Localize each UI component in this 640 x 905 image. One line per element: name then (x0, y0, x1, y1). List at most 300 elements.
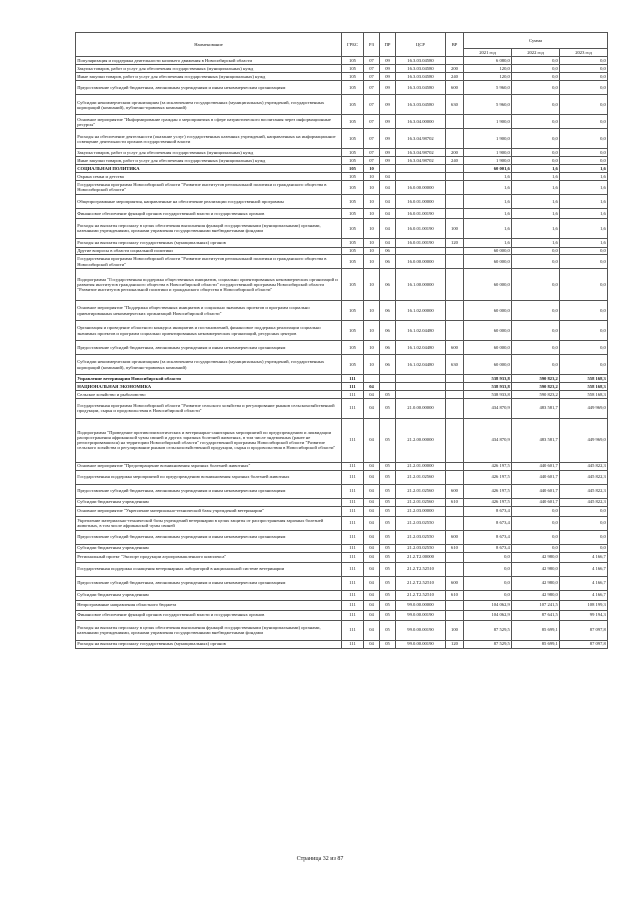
row-sum-2021: 5 960,0 (464, 81, 512, 95)
row-pr: 09 (380, 65, 396, 73)
row-pr: 05 (380, 590, 396, 600)
row-rz: 04 (364, 610, 380, 620)
row-sum-2022: 42 980,0 (512, 590, 560, 600)
row-csr: 16.3.03.04580 (396, 65, 446, 73)
row-name: Расходы на обеспечение деятельности (оказание услуг) государственных казенных учреждений, направленных на информационное освещение деятельности органов государственной власти (76, 129, 342, 149)
row-vr: 600 (446, 576, 464, 590)
row-sum-2022: 42 980,0 (512, 552, 560, 562)
row-pr: 05 (380, 506, 396, 516)
row-pr: 09 (380, 95, 396, 115)
row-sum-2023: 0,0 (560, 149, 608, 157)
row-sum-2023: 0,0 (560, 255, 608, 269)
row-sum-2021: 1 900,0 (464, 115, 512, 129)
row-name: Субсидии некоммерческим организациям (за исключением государственных (муниципальных) учреждений, государственных корпораций (компаний), публично-правовых компаний) (76, 355, 342, 375)
row-vr: 600 (446, 530, 464, 544)
row-csr: 16.3.04.98702 (396, 129, 446, 149)
row-sum-2023: 1,6 (560, 194, 608, 208)
row-sum-2023: 4 166,7 (560, 552, 608, 562)
table-row (76, 73, 608, 81)
row-csr: 16.3.04.98702 (396, 149, 446, 157)
row-vr (446, 247, 464, 254)
row-csr (396, 391, 446, 398)
row-csr: 16.3.03.04580 (396, 73, 446, 81)
row-rz: 04 (364, 552, 380, 562)
row-rz: 10 (364, 321, 380, 341)
row-pr (380, 375, 396, 383)
row-vr (446, 506, 464, 516)
row-csr: 99.0.00.00000 (396, 600, 446, 610)
row-pr: 06 (380, 247, 396, 254)
row-grbs: 105 (342, 247, 364, 254)
row-rz: 04 (364, 391, 380, 398)
row-pr: 05 (380, 640, 396, 648)
row-sum-2021: 1 900,0 (464, 129, 512, 149)
row-csr (396, 375, 446, 383)
row-sum-2023: 0,0 (560, 355, 608, 375)
row-name: Закупка товаров, работ и услуг для обеспечения государственных (муниципальных) нужд (76, 149, 342, 157)
row-sum-2021: 1,6 (464, 194, 512, 208)
row-vr (446, 418, 464, 462)
row-sum-2023: 1,6 (560, 238, 608, 247)
row-sum-2023: 445 822,3 (560, 462, 608, 470)
row-sum-2023: 1,6 (560, 165, 608, 173)
row-grbs: 105 (342, 194, 364, 208)
row-vr (446, 552, 464, 562)
table-row (76, 165, 608, 173)
col-header-csr: ЦСР (396, 33, 446, 57)
row-grbs: 105 (342, 165, 364, 173)
row-sum-2022: 1,6 (512, 173, 560, 180)
row-sum-2022: 0,0 (512, 115, 560, 129)
row-grbs: 111 (342, 418, 364, 462)
row-grbs: 111 (342, 590, 364, 600)
row-csr: 16.0.01.00000 (396, 194, 446, 208)
row-sum-2023: 0,0 (560, 506, 608, 516)
row-sum-2021: 1,6 (464, 238, 512, 247)
row-csr: 16.0.01.00190 (396, 238, 446, 247)
row-sum-2022: 42 980,0 (512, 562, 560, 576)
row-pr: 05 (380, 530, 396, 544)
row-pr: 06 (380, 355, 396, 375)
row-pr: 09 (380, 115, 396, 129)
row-sum-2023: 0,0 (560, 301, 608, 321)
row-csr (396, 247, 446, 254)
row-name: Предоставление субсидий бюджетным, автономным учреждениям и иным некоммерческим организациям (76, 81, 342, 95)
row-rz: 10 (364, 180, 380, 194)
row-grbs: 105 (342, 255, 364, 269)
row-pr: 05 (380, 484, 396, 498)
row-rz: 10 (364, 247, 380, 254)
row-sum-2023: 0,0 (560, 57, 608, 65)
table-row (76, 321, 608, 341)
row-sum-2022: 0,0 (512, 129, 560, 149)
row-grbs: 105 (342, 129, 364, 149)
col-header-pr: ПР (380, 33, 396, 57)
row-pr: 04 (380, 173, 396, 180)
row-pr: 09 (380, 149, 396, 157)
table-row (76, 398, 608, 418)
row-name: Закупка товаров, работ и услуг для обеспечения государственных (муниципальных) нужд (76, 65, 342, 73)
row-grbs: 111 (342, 600, 364, 610)
row-vr (446, 269, 464, 301)
row-vr: 630 (446, 355, 464, 375)
row-csr: 21.2.01.00000 (396, 462, 446, 470)
row-csr: 21.2.00.00000 (396, 418, 446, 462)
row-pr (380, 383, 396, 391)
row-sum-2021: 87 529,5 (464, 640, 512, 648)
row-rz: 10 (364, 165, 380, 173)
table-row (76, 610, 608, 620)
row-name: Иные закупки товаров, работ и услуг для обеспечения государственных (муниципальных) нужд (76, 73, 342, 81)
row-sum-2022: 0,0 (512, 247, 560, 254)
row-name: Основное мероприятие "Информирование граждан о мероприятиях в сфере патриотического воспитания через информационные ресурсы" (76, 115, 342, 129)
row-pr: 04 (380, 218, 396, 238)
table-row (76, 590, 608, 600)
row-vr: 610 (446, 498, 464, 506)
table-row (76, 129, 608, 149)
table-row (76, 552, 608, 562)
row-rz: 04 (364, 620, 380, 640)
row-sum-2021: 60 000,0 (464, 341, 512, 355)
row-sum-2022: 0,0 (512, 57, 560, 65)
row-sum-2023: 0,0 (560, 95, 608, 115)
row-pr: 04 (380, 180, 396, 194)
row-pr: 05 (380, 620, 396, 640)
row-csr: 21.2.03.02550 (396, 544, 446, 552)
row-sum-2021: 8 673,4 (464, 506, 512, 516)
row-sum-2021: 426 197,5 (464, 498, 512, 506)
row-sum-2023: 1,6 (560, 218, 608, 238)
row-vr (446, 391, 464, 398)
row-vr: 100 (446, 620, 464, 640)
row-vr (446, 610, 464, 620)
row-grbs: 111 (342, 530, 364, 544)
table-row (76, 516, 608, 530)
table-row (76, 498, 608, 506)
row-vr: 240 (446, 73, 464, 81)
row-sum-2022: 85 699,1 (512, 640, 560, 648)
row-name: Основное мероприятие "Укрепление материально-технической базы учреждений ветеринарии" (76, 506, 342, 516)
row-grbs: 111 (342, 576, 364, 590)
row-name: Предоставление субсидий бюджетным, автономным учреждениям и иным некоммерческим организациям (76, 576, 342, 590)
row-csr: 21.2.T2.52510 (396, 576, 446, 590)
row-sum-2023: 1,6 (560, 208, 608, 218)
row-name: Расходы на выплаты персоналу в целях обеспечения выполнения функций государственными (муниципальными) органами, казенными учреждениями, органами управления государственными внебюджетными фондами (76, 620, 342, 640)
row-name: Региональный проект "Экспорт продукции агропромышленного комплекса" (76, 552, 342, 562)
row-grbs: 105 (342, 115, 364, 129)
row-sum-2021: 434 870,9 (464, 398, 512, 418)
row-csr: 16.3.04.00000 (396, 115, 446, 129)
row-sum-2022: 0,0 (512, 506, 560, 516)
row-pr: 09 (380, 157, 396, 165)
table-row (76, 269, 608, 301)
row-sum-2023: 0,0 (560, 81, 608, 95)
row-csr: 21.2.T2.00000 (396, 552, 446, 562)
row-name: Популяризация и поддержка деятельности казачьего движения в Новосибирской области (76, 57, 342, 65)
row-pr: 06 (380, 269, 396, 301)
row-csr (396, 165, 446, 173)
row-pr: 04 (380, 238, 396, 247)
row-vr (446, 115, 464, 129)
row-name: Основное мероприятие "Предотвращение возникновения заразных болезней животных" (76, 462, 342, 470)
row-rz: 04 (364, 484, 380, 498)
row-sum-2023: 445 822,3 (560, 470, 608, 484)
row-sum-2022: 1,6 (512, 180, 560, 194)
budget-table-body (76, 57, 608, 648)
row-vr (446, 383, 464, 391)
row-pr: 05 (380, 498, 396, 506)
row-pr: 09 (380, 57, 396, 65)
row-csr: 21.2.T2.52510 (396, 562, 446, 576)
row-vr (446, 208, 464, 218)
row-rz: 10 (364, 255, 380, 269)
row-sum-2023: 445 822,3 (560, 498, 608, 506)
row-vr (446, 255, 464, 269)
row-rz: 10 (364, 208, 380, 218)
row-name: Предоставление субсидий бюджетным, автономным учреждениям и иным некоммерческим организациям (76, 341, 342, 355)
row-sum-2023: 4 166,7 (560, 576, 608, 590)
row-name: Охрана семьи и детства (76, 173, 342, 180)
row-vr: 200 (446, 149, 464, 157)
row-sum-2023: 0,0 (560, 269, 608, 301)
row-vr (446, 165, 464, 173)
row-grbs: 111 (342, 375, 364, 383)
row-sum-2021: 60 001,6 (464, 165, 512, 173)
col-header-2021: 2021 год (464, 49, 512, 57)
row-sum-2022: 1,6 (512, 194, 560, 208)
row-rz: 04 (364, 470, 380, 484)
row-pr: 06 (380, 255, 396, 269)
row-sum-2021: 538 933,8 (464, 375, 512, 383)
row-pr: 05 (380, 391, 396, 398)
row-name: Государственная программа Новосибирской области "Развитие институтов региональной политики и гражданского общества в Новосибирской области" (76, 180, 342, 194)
row-name: Управление ветеринарии Новосибирской области (76, 375, 342, 383)
row-sum-2021: 104 062,9 (464, 600, 512, 610)
row-sum-2021: 0,0 (464, 590, 512, 600)
row-sum-2023: 0,0 (560, 516, 608, 530)
row-pr: 09 (380, 81, 396, 95)
row-sum-2022: 440 601,7 (512, 498, 560, 506)
row-grbs: 111 (342, 562, 364, 576)
row-csr: 21.2.03.02550 (396, 516, 446, 530)
row-csr (396, 383, 446, 391)
row-sum-2023: 4 166,7 (560, 590, 608, 600)
budget-table-page (75, 32, 607, 649)
row-vr: 120 (446, 238, 464, 247)
row-name: Другие вопросы в области социальной политики (76, 247, 342, 254)
row-sum-2022: 0,0 (512, 530, 560, 544)
row-name: Государственная поддержка оснащения ветеринарных лабораторий в национальной системе ветеринарии (76, 562, 342, 576)
row-sum-2023: 0,0 (560, 157, 608, 165)
row-csr: 16.0.01.00190 (396, 208, 446, 218)
row-pr: 05 (380, 462, 396, 470)
col-header-name: Наименование (76, 33, 342, 57)
row-sum-2023: 0,0 (560, 321, 608, 341)
table-row (76, 301, 608, 321)
row-rz: 04 (364, 506, 380, 516)
row-grbs: 111 (342, 610, 364, 620)
row-csr: 16.3.04.98702 (396, 157, 446, 165)
row-vr: 610 (446, 544, 464, 552)
row-pr: 04 (380, 194, 396, 208)
row-vr (446, 600, 464, 610)
table-row (76, 218, 608, 238)
row-sum-2022: 440 601,7 (512, 484, 560, 498)
row-sum-2022: 0,0 (512, 149, 560, 157)
row-sum-2021: 8 673,4 (464, 544, 512, 552)
row-name: НАЦИОНАЛЬНАЯ ЭКОНОМИКА (76, 383, 342, 391)
row-vr: 610 (446, 590, 464, 600)
row-rz: 04 (364, 462, 380, 470)
row-sum-2021: 60 000,0 (464, 321, 512, 341)
row-sum-2022: 1,6 (512, 238, 560, 247)
table-row (76, 95, 608, 115)
row-sum-2021: 426 197,5 (464, 484, 512, 498)
row-sum-2022: 107 241,5 (512, 600, 560, 610)
row-grbs: 105 (342, 157, 364, 165)
row-sum-2022: 0,0 (512, 157, 560, 165)
row-pr: 05 (380, 552, 396, 562)
row-vr (446, 194, 464, 208)
row-name: Субсидии некоммерческим организациям (за исключением государственных (муниципальных) учреждений, государственных корпораций (компаний), публично-правовых компаний) (76, 95, 342, 115)
row-sum-2022: 0,0 (512, 516, 560, 530)
row-vr (446, 462, 464, 470)
row-csr: 99.0.00.00190 (396, 610, 446, 620)
row-grbs: 105 (342, 238, 364, 247)
row-sum-2021: 426 197,5 (464, 470, 512, 484)
row-csr: 16.3.03.04580 (396, 57, 446, 65)
page-number: Страница 32 из 87 (296, 856, 344, 862)
row-name: Предоставление субсидий бюджетным, автономным учреждениям и иным некоммерческим организациям (76, 530, 342, 544)
row-rz: 10 (364, 341, 380, 355)
table-row (76, 194, 608, 208)
row-pr: 05 (380, 562, 396, 576)
row-sum-2022: 0,0 (512, 321, 560, 341)
row-name: Укрепление материально-технической базы учреждений ветеринарии в целях защиты от распространения заразных болезней животных, в том числе африканской чумы свиней (76, 516, 342, 530)
row-grbs: 105 (342, 355, 364, 375)
row-vr (446, 57, 464, 65)
row-sum-2022: 483 581,7 (512, 418, 560, 462)
row-sum-2023: 87 097,8 (560, 620, 608, 640)
table-row (76, 238, 608, 247)
table-row (76, 576, 608, 590)
row-sum-2021: 60 000,0 (464, 355, 512, 375)
row-csr (396, 173, 446, 180)
row-rz: 10 (364, 301, 380, 321)
row-pr: 05 (380, 470, 396, 484)
row-rz: 04 (364, 383, 380, 391)
row-name: Государственная поддержка мероприятий по предупреждению возникновения заразных болезней животных (76, 470, 342, 484)
row-pr: 05 (380, 516, 396, 530)
table-row (76, 65, 608, 73)
row-name: Расходы на выплаты персоналу государственных (муниципальных) органов (76, 238, 342, 247)
row-pr: 04 (380, 208, 396, 218)
row-vr (446, 562, 464, 576)
row-sum-2021: 60 000,0 (464, 247, 512, 254)
row-pr: 05 (380, 576, 396, 590)
row-sum-2021: 120,0 (464, 73, 512, 81)
row-grbs: 105 (342, 218, 364, 238)
row-sum-2021: 60 000,0 (464, 269, 512, 301)
row-sum-2023: 0,0 (560, 73, 608, 81)
row-sum-2023: 99 194,3 (560, 610, 608, 620)
row-sum-2023: 445 822,3 (560, 484, 608, 498)
row-rz: 04 (364, 576, 380, 590)
row-csr: 21.2.03.00000 (396, 506, 446, 516)
row-rz: 07 (364, 149, 380, 157)
row-sum-2023: 0,0 (560, 544, 608, 552)
row-pr: 05 (380, 418, 396, 462)
row-sum-2023: 558 168,3 (560, 375, 608, 383)
row-sum-2021: 538 933,8 (464, 391, 512, 398)
row-sum-2021: 120,0 (464, 65, 512, 73)
row-vr: 100 (446, 218, 464, 238)
table-row (76, 81, 608, 95)
row-sum-2022: 0,0 (512, 544, 560, 552)
row-rz: 04 (364, 418, 380, 462)
row-sum-2022: 0,0 (512, 301, 560, 321)
row-rz: 07 (364, 73, 380, 81)
col-header-sums: Сумма (464, 33, 608, 49)
row-sum-2023: 0,0 (560, 530, 608, 544)
row-csr: 16.1.02.04480 (396, 355, 446, 375)
col-header-vr: ВР (446, 33, 464, 57)
row-name: Финансовое обеспечение функций органов государственной власти и государственных органов (76, 208, 342, 218)
row-rz: 07 (364, 157, 380, 165)
row-vr (446, 398, 464, 418)
row-rz: 10 (364, 194, 380, 208)
row-grbs: 111 (342, 620, 364, 640)
row-sum-2023: 0,0 (560, 115, 608, 129)
row-sum-2021: 0,0 (464, 562, 512, 576)
row-csr: 16.1.00.00000 (396, 269, 446, 301)
row-sum-2022: 440 601,7 (512, 470, 560, 484)
row-rz: 10 (364, 269, 380, 301)
table-row (76, 157, 608, 165)
col-header-2023: 2023 год (560, 49, 608, 57)
row-name: Расходы на выплаты персоналу государственных (муниципальных) органов (76, 640, 342, 648)
row-grbs: 105 (342, 301, 364, 321)
row-sum-2022: 85 699,1 (512, 620, 560, 640)
row-vr: 600 (446, 81, 464, 95)
row-pr: 05 (380, 610, 396, 620)
row-vr (446, 173, 464, 180)
row-sum-2022: 0,0 (512, 341, 560, 355)
table-row (76, 462, 608, 470)
row-grbs: 105 (342, 95, 364, 115)
row-sum-2021: 104 062,9 (464, 610, 512, 620)
row-grbs: 105 (342, 81, 364, 95)
row-sum-2021: 538 933,8 (464, 383, 512, 391)
table-row (76, 544, 608, 552)
row-rz: 07 (364, 57, 380, 65)
row-grbs: 105 (342, 269, 364, 301)
row-name: Субсидии бюджетным учреждениям (76, 544, 342, 552)
row-grbs: 111 (342, 544, 364, 552)
row-sum-2021: 0,0 (464, 576, 512, 590)
row-csr: 21.2.T2.52510 (396, 590, 446, 600)
row-sum-2021: 8 673,4 (464, 516, 512, 530)
row-vr: 630 (446, 95, 464, 115)
row-vr (446, 301, 464, 321)
row-rz: 10 (364, 173, 380, 180)
row-grbs: 105 (342, 57, 364, 65)
row-grbs: 111 (342, 640, 364, 648)
table-row (76, 470, 608, 484)
row-sum-2023: 449 969,0 (560, 398, 608, 418)
row-csr: 16.1.02.04480 (396, 321, 446, 341)
row-sum-2021: 1 900,0 (464, 157, 512, 165)
